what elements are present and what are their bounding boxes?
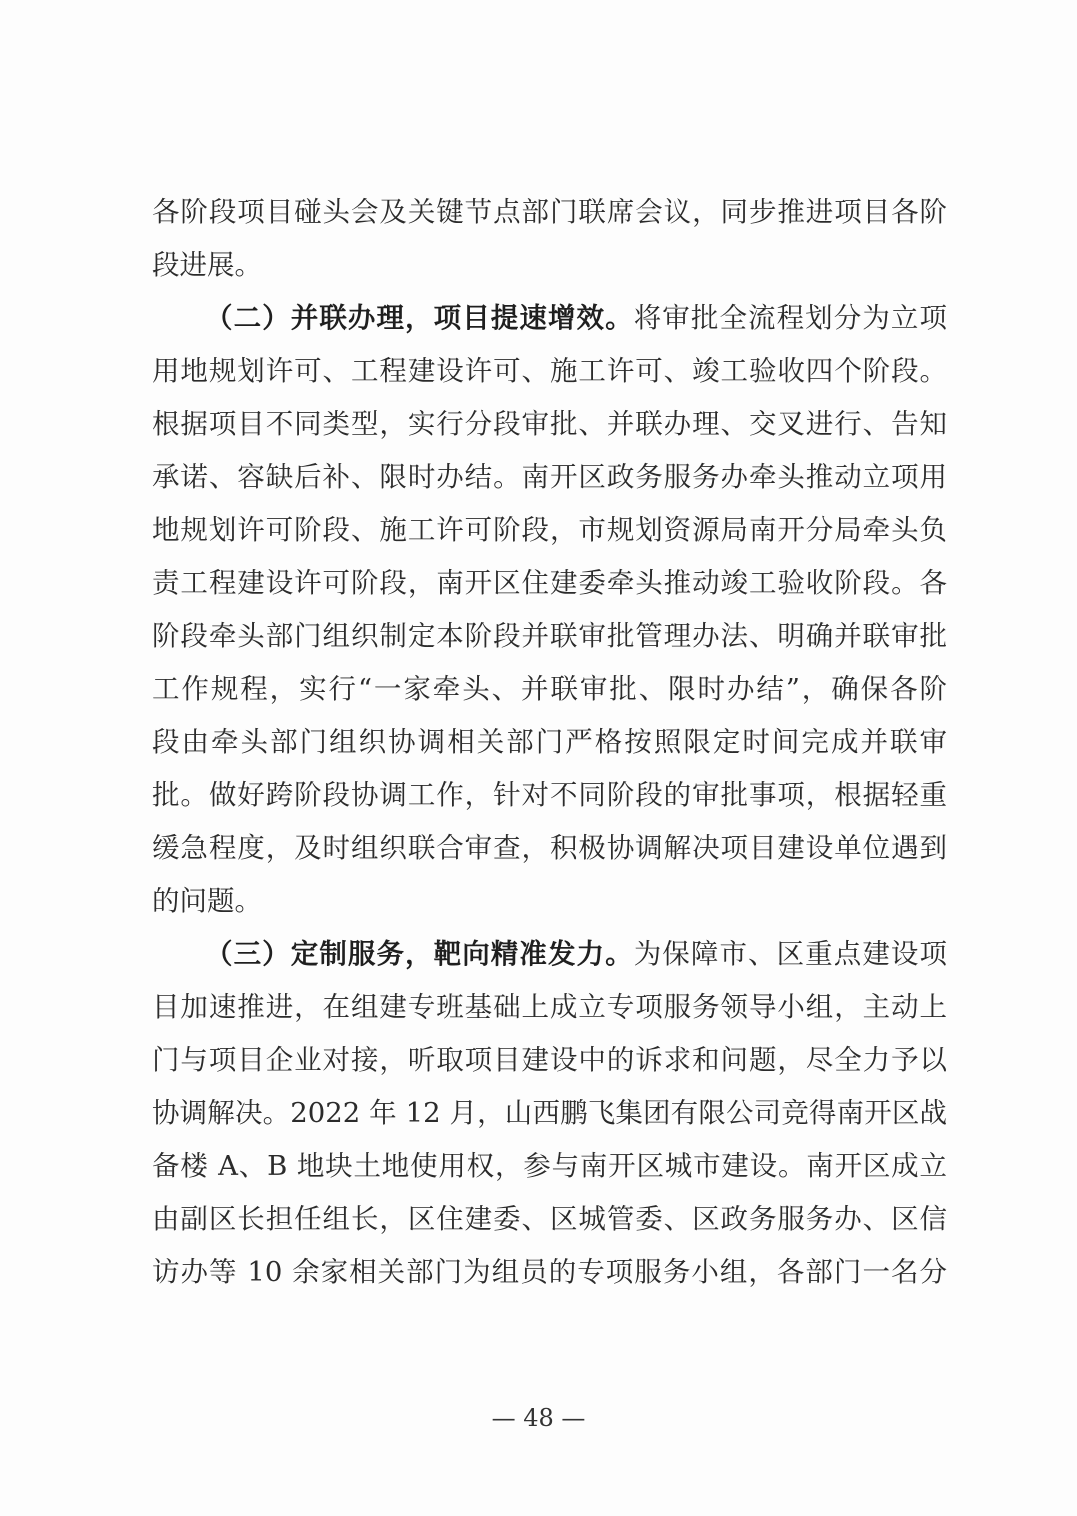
section-heading-3: （三）定制服务，靶向精准发力。 [205,938,634,970]
text-line-8: 责工程建设许可阶段，南开区住建委牵头推动竣工验收阶段。各 [152,567,947,599]
text-line-10: 工作规程，实行“一家牵头、并联审批、限时办结”，确保各阶 [152,673,947,705]
text-line-6: 承诺、容缺后补、限时办结。南开区政务服务办牵头推动立项用 [152,461,947,493]
text-line-19: 备楼 A、B 地块土地使用权，参与南开区城市建设。南开区成立 [152,1150,947,1182]
text-line-7: 地规划许可阶段、施工许可阶段，市规划资源局南开分局牵头负 [152,514,947,546]
text-line-16: 目加速推进，在组建专班基础上成立专项服务领导小组，主动上 [152,991,947,1023]
text-line-15-rest: 为保障市、区重点建设项 [633,938,948,970]
text-line-18: 协调解决。2022 年 12 月，山西鹏飞集团有限公司竞得南开区战 [152,1097,947,1129]
text-line-3-rest: 将审批全流程划分为立项 [633,302,948,334]
text-line-12: 批。做好跨阶段协调工作，针对不同阶段的审批事项，根据轻重 [152,779,947,811]
text-line-20: 由副区长担任组长，区住建委、区城管委、区政务服务办、区信 [152,1203,947,1235]
body-text [152,186,947,1299]
text-line-21: 访办等 10 余家相关部门为组员的专项服务小组，各部门一名分 [152,1256,947,1288]
text-line-13: 缓急程度，及时组织联合审查，积极协调解决项目建设单位遇到 [152,832,947,864]
text-line-2: 段进展。 [152,249,262,281]
text-line-17: 门与项目企业对接，听取项目建设中的诉求和问题，尽全力予以 [152,1044,947,1076]
text-line-4: 用地规划许可、工程建设许可、施工许可、竣工验收四个阶段。 [152,355,947,387]
text-line-1: 各阶段项目碰头会及关键节点部门联席会议，同步推进项目各阶 [152,196,947,228]
page-number: — 48 — [491,1404,586,1432]
section-heading-2: （二）并联办理，项目提速增效。 [205,302,634,334]
text-line-3 [152,292,947,345]
text-line-15 [152,928,947,981]
text-line-14: 的问题。 [152,885,262,917]
text-line-11: 段由牵头部门组织协调相关部门严格按照限定时间完成并联审 [152,726,947,758]
text-line-9: 阶段牵头部门组织制定本阶段并联审批管理办法、明确并联审批 [152,620,947,652]
text-line-5: 根据项目不同类型，实行分段审批、并联办理、交叉进行、告知 [152,408,947,440]
